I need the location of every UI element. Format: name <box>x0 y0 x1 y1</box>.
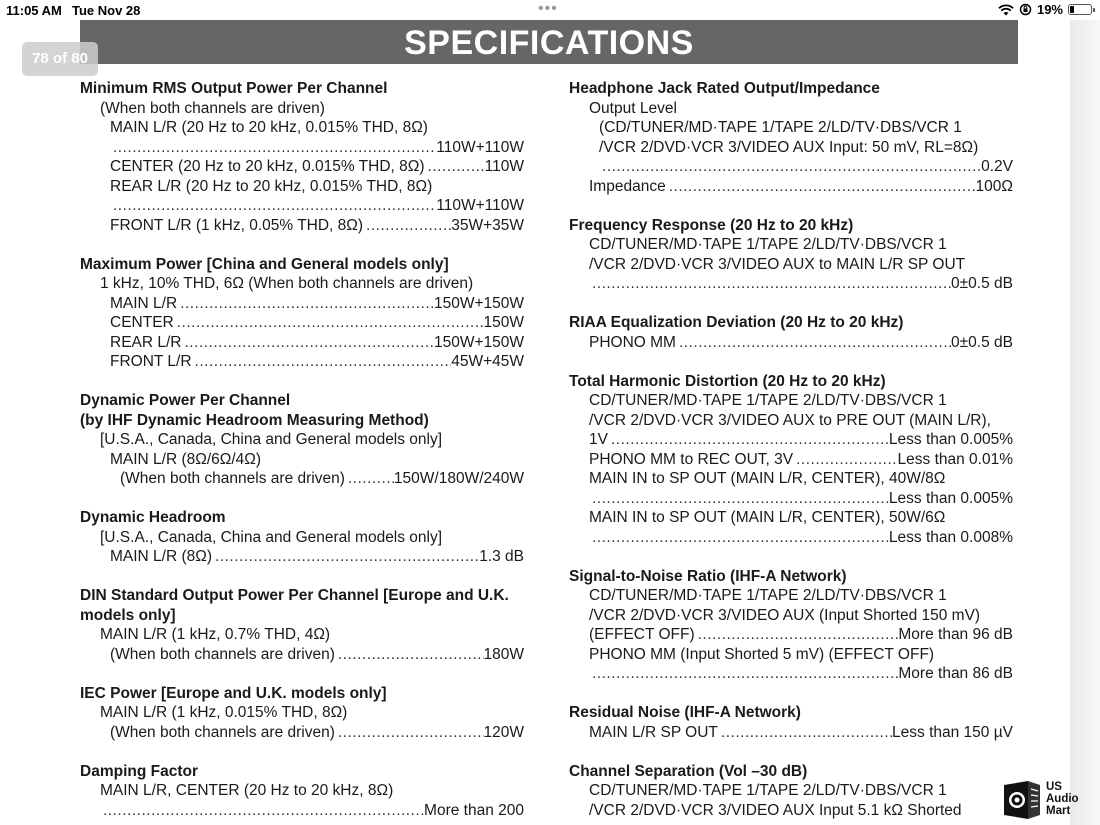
spec-value: More than 86 dB <box>898 665 1013 682</box>
spec-value: 100Ω <box>975 177 1013 195</box>
spec-value: 110W <box>484 158 524 175</box>
spec-label: REAR L/R <box>110 333 182 351</box>
spec-label: (EFFECT OFF) <box>589 626 695 643</box>
spec-section-title: Total Harmonic Distortion (20 Hz to 20 kHz) <box>569 372 886 390</box>
spec-line: /VCR 2/DVD·VCR 3/VIDEO AUX to PRE OUT (MAIN L/R), <box>589 411 991 429</box>
spec-section <box>80 684 524 743</box>
spec-label: FRONT L/R <box>110 353 192 370</box>
spec-section-title: Minimum RMS Output Power Per Channel <box>80 80 388 97</box>
dot-leader <box>212 547 479 567</box>
spec-label: 1V <box>589 431 608 448</box>
dot-leader <box>793 450 897 470</box>
spec-value-line <box>80 138 524 158</box>
spec-value: 35W+35W <box>451 216 524 234</box>
usaudiomart-logo <box>1002 779 1082 821</box>
spec-line: MAIN IN to SP OUT (MAIN L/R, CENTER), 40W/8Ω <box>589 470 946 487</box>
spec-section-title: Frequency Response (20 Hz to 20 kHz) <box>569 216 854 234</box>
spec-value-line <box>80 469 524 489</box>
speaker-logo-icon <box>1002 779 1042 821</box>
spec-section-title: Channel Separation (Vol –30 dB) <box>569 762 808 780</box>
dot-leader <box>589 528 889 548</box>
spec-label: MAIN L/R <box>110 294 178 312</box>
spec-value: Less than 150 µV <box>892 723 1013 741</box>
dot-leader <box>182 333 434 353</box>
wifi-icon <box>998 4 1014 16</box>
status-time: 11:05 AM <box>6 3 62 18</box>
battery-percent: 19% <box>1036 2 1063 17</box>
right-column <box>569 79 1013 825</box>
spec-line: 1 kHz, 10% THD, 6Ω (When both channels are driven) <box>100 275 474 292</box>
spec-section <box>569 372 1013 548</box>
page-counter: 78 of 80 <box>22 42 98 76</box>
dot-leader <box>718 723 892 743</box>
spec-value: 110W+110W <box>436 197 524 214</box>
spec-value-line <box>569 723 1013 743</box>
spec-section-title: Damping Factor <box>80 762 198 780</box>
spec-value-line <box>80 313 524 333</box>
spec-value-line <box>80 294 524 314</box>
page-edge <box>1070 20 1100 825</box>
spec-value-line <box>80 723 524 743</box>
spec-line: MAIN L/R, CENTER (20 Hz to 20 kHz, 8Ω) <box>100 782 394 799</box>
spec-section-title: Headphone Jack Rated Output/Impedance <box>569 80 880 97</box>
dot-leader <box>676 333 951 353</box>
spec-line: MAIN L/R (8Ω/6Ω/4Ω) <box>110 450 262 468</box>
spec-label: CENTER (20 Hz to 20 kHz, 0.015% THD, 8Ω) <box>110 158 425 175</box>
spec-line: CD/TUNER/MD·TAPE 1/TAPE 2/LD/TV·DBS/VCR 1 <box>589 782 947 799</box>
spec-section <box>569 762 1013 821</box>
spec-line: MAIN L/R (20 Hz to 20 kHz, 0.015% THD, 8Ω) <box>110 119 428 136</box>
spec-section <box>80 255 524 372</box>
dot-leader <box>177 294 434 314</box>
spec-value-line <box>569 528 1013 548</box>
spec-value: 150W/180W/240W <box>393 470 524 487</box>
spec-section-title: Signal-to-Noise Ratio (IHF-A Network) <box>569 567 847 585</box>
spec-value-line <box>80 333 524 353</box>
spec-line: CD/TUNER/MD·TAPE 1/TAPE 2/LD/TV·DBS/VCR 1 <box>589 392 947 409</box>
spec-value-line <box>80 157 524 177</box>
status-bar <box>0 0 1100 20</box>
spec-section-title: models only] <box>80 606 176 624</box>
spec-value: 1.3 dB <box>479 548 524 565</box>
spec-line: /VCR 2/DVD·VCR 3/VIDEO AUX Input 5.1 kΩ Shorted <box>589 801 962 819</box>
spec-section <box>569 216 1013 294</box>
spec-section <box>569 79 1013 196</box>
spec-label: FRONT L/R (1 kHz, 0.05% THD, 8Ω) <box>110 216 364 234</box>
spec-section <box>569 703 1013 742</box>
spec-label: CENTER <box>110 314 174 331</box>
spec-value: 150W+150W <box>433 294 524 312</box>
spec-label: MAIN L/R (8Ω) <box>110 548 213 565</box>
spec-value-line <box>80 547 524 567</box>
dot-leader <box>100 801 424 821</box>
spec-value-line <box>80 352 524 372</box>
spec-value-line <box>569 489 1013 509</box>
dot-leader <box>174 313 484 333</box>
spec-value: 45W+45W <box>451 353 524 370</box>
spec-line: [U.S.A., Canada, China and General models only] <box>100 431 443 448</box>
spec-line: MAIN L/R (1 kHz, 0.7% THD, 4Ω) <box>100 626 331 643</box>
spec-line: /VCR 2/DVD·VCR 3/VIDEO AUX Input: 50 mV, RL=8Ω) <box>599 138 979 156</box>
spec-line: MAIN IN to SP OUT (MAIN L/R, CENTER), 50W/6Ω <box>589 509 946 526</box>
spec-line: /VCR 2/DVD·VCR 3/VIDEO AUX to MAIN L/R SP OUT <box>589 255 966 273</box>
dot-leader <box>589 664 898 684</box>
spec-value: 0±0.5 dB <box>951 333 1013 351</box>
page-title: SPECIFICATIONS <box>80 20 1018 64</box>
logo-text: US Audio Mart <box>1046 781 1079 817</box>
spec-value-line <box>80 196 524 216</box>
spec-value: 150W <box>483 314 524 331</box>
dot-leader <box>589 274 951 294</box>
orientation-lock-icon <box>1019 3 1032 16</box>
spec-value: 180W <box>483 645 524 663</box>
status-right-group <box>998 2 1092 17</box>
spec-line: [U.S.A., Canada, China and General models only] <box>100 528 443 546</box>
spec-line: (CD/TUNER/MD·TAPE 1/TAPE 2/LD/TV·DBS/VCR 1 <box>599 119 962 136</box>
dot-leader <box>192 352 452 372</box>
battery-icon <box>1068 4 1092 15</box>
spec-line: CD/TUNER/MD·TAPE 1/TAPE 2/LD/TV·DBS/VCR 1 <box>589 587 947 604</box>
spec-section-title: (by IHF Dynamic Headroom Measuring Method) <box>80 411 429 429</box>
dot-leader <box>345 469 394 489</box>
spec-section-title: Residual Noise (IHF-A Network) <box>569 704 801 721</box>
spec-label: (When both channels are driven) <box>110 645 335 663</box>
spec-section <box>80 391 524 489</box>
spec-label: (When both channels are driven) <box>110 723 335 741</box>
dot-leader <box>608 430 889 450</box>
spec-value-line <box>80 216 524 236</box>
spec-section <box>80 79 524 235</box>
spec-section-title: RIAA Equalization Deviation (20 Hz to 20 kHz) <box>569 314 904 331</box>
dot-leader <box>599 157 981 177</box>
spec-value-line <box>569 157 1013 177</box>
dot-leader <box>110 138 436 158</box>
spec-value-line <box>569 333 1013 353</box>
spec-value: Less than 0.008% <box>888 528 1013 546</box>
spec-value: 110W+110W <box>436 138 524 156</box>
spec-value: Less than 0.01% <box>897 450 1013 468</box>
spec-section-title: Dynamic Power Per Channel <box>80 392 291 409</box>
dot-leader <box>363 216 451 236</box>
spec-value: 0±0.5 dB <box>951 275 1013 292</box>
spec-line: /VCR 2/DVD·VCR 3/VIDEO AUX (Input Shorted 150 mV) <box>589 606 981 624</box>
dot-leader <box>110 196 436 216</box>
spec-section <box>80 508 524 567</box>
spec-value: 150W+150W <box>433 333 524 351</box>
spec-value-line <box>569 664 1013 684</box>
spec-label: PHONO MM to REC OUT, 3V <box>589 450 794 468</box>
spec-value-line <box>569 450 1013 470</box>
spec-line: PHONO MM (Input Shorted 5 mV) (EFFECT OFF) <box>589 645 935 663</box>
spec-value-line <box>80 645 524 665</box>
spec-line: CD/TUNER/MD·TAPE 1/TAPE 2/LD/TV·DBS/VCR 1 <box>589 236 947 253</box>
spec-line: Output Level <box>589 99 677 117</box>
spec-label: (When both channels are driven) <box>120 470 345 487</box>
spec-value: Less than 0.005% <box>888 489 1013 507</box>
dot-leader <box>695 625 899 645</box>
spec-section-title: IEC Power [Europe and U.K. models only] <box>80 684 387 702</box>
dot-leader <box>589 489 889 509</box>
spec-label: MAIN L/R SP OUT <box>589 723 718 741</box>
spec-value-line <box>569 177 1013 197</box>
spec-value: More than 96 dB <box>898 626 1013 643</box>
spec-value: 120W <box>483 723 524 741</box>
spec-section <box>569 567 1013 684</box>
spec-section <box>80 586 524 664</box>
status-date: Tue Nov 28 <box>72 3 141 18</box>
dot-leader <box>425 157 485 177</box>
dot-leader <box>335 723 484 743</box>
multitasking-dots[interactable]: ••• <box>538 0 558 17</box>
spec-value: More than 200 <box>424 801 524 819</box>
spec-section-title: DIN Standard Output Power Per Channel [Europe and U.K. <box>80 587 509 604</box>
left-column <box>80 79 524 825</box>
spec-section <box>80 762 524 821</box>
spec-line: REAR L/R (20 Hz to 20 kHz, 0.015% THD, 8Ω) <box>110 177 433 195</box>
spec-label: Impedance <box>589 177 666 195</box>
spec-section-title: Dynamic Headroom <box>80 509 226 526</box>
spec-value-line <box>569 625 1013 645</box>
spec-value-line <box>569 274 1013 294</box>
dot-leader <box>335 645 484 665</box>
spec-label: PHONO MM <box>589 333 676 351</box>
dot-leader <box>666 177 976 197</box>
spec-value-line <box>569 430 1013 450</box>
spec-value: Less than 0.005% <box>888 431 1013 448</box>
spec-value: 0.2V <box>981 158 1013 175</box>
spec-value-line <box>80 801 524 821</box>
spec-section <box>569 313 1013 352</box>
spec-line: (When both channels are driven) <box>100 99 325 117</box>
spec-line: MAIN L/R (1 kHz, 0.015% THD, 8Ω) <box>100 704 348 721</box>
spec-section-title: Maximum Power [China and General models only] <box>80 255 449 273</box>
